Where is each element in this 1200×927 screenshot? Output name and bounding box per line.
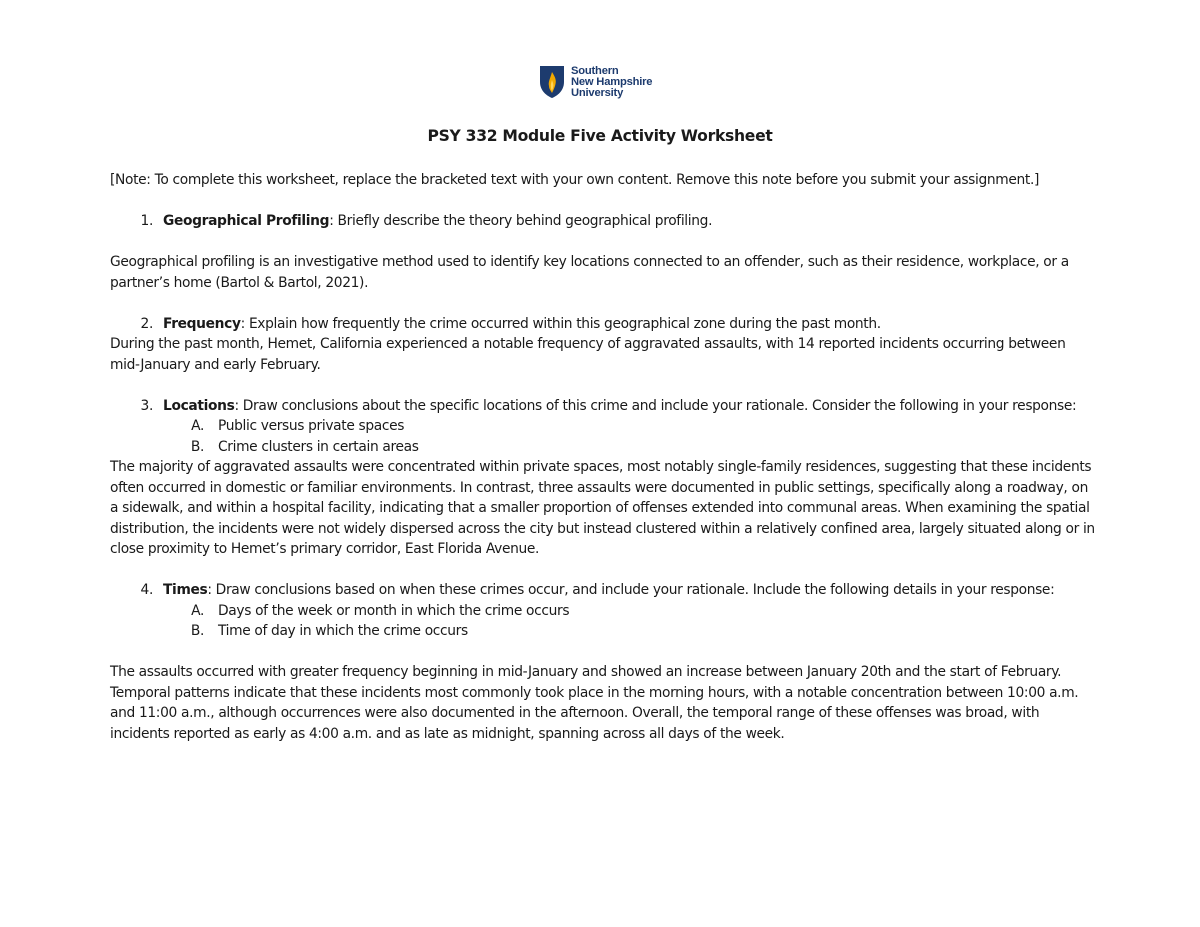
question-2-prompt: : Explain how frequently the crime occurred within this geographical zone during the past month. xyxy=(240,315,881,332)
answer-3: The majority of aggravated assaults were concentrated within private spaces, most notably single-family residences, suggesting that these incidents often occurred in domestic or familiar environments. In contrast, three assaults were documented in public settings, specifically along a roadway, on a sidewalk, and within a hospital facility, indicating that a smaller proportion of offenses extended into communal areas. When examining the spatial distribution, the incidents were not widely dispersed across the city but instead clustered within a relatively confined area, largely situated along or in close proximity to Hemet’s primary corridor, East Florida Avenue. xyxy=(110,459,1095,557)
question-3-heading: Locations xyxy=(163,397,235,414)
question-4-heading: Times xyxy=(163,582,208,598)
logo-wordmark xyxy=(571,66,652,99)
question-3-number: 3. xyxy=(140,397,153,414)
question-2-heading: Frequency xyxy=(163,315,241,332)
university-logo xyxy=(539,65,652,99)
logo-line-1: Southern xyxy=(571,64,619,77)
answer-1: Geographical profiling is an investigative method used to identify key locations connected to an offender, such as their residence, workplace, or a partner’s home (Bartol & Bartol, 2021). xyxy=(110,254,1069,291)
question-1 xyxy=(110,211,1095,232)
question-4-subitem-a: A. Days of the week or month in which the crime occurs xyxy=(191,602,570,619)
logo-line-3: University xyxy=(571,86,624,99)
question-3-subitem-a: A. Public versus private spaces xyxy=(191,418,405,434)
page-title: PSY 332 Module Five Activity Worksheet xyxy=(427,127,773,145)
question-1-number: 1. xyxy=(140,213,153,229)
question-4 xyxy=(110,580,1095,601)
worksheet-body xyxy=(110,170,1095,744)
question-4-prompt: : Draw conclusions based on when these crimes occur, and include your rationale. Include the following details in your response: xyxy=(207,582,1055,598)
question-3 xyxy=(110,396,1095,417)
question-1-heading: Geographical Profiling xyxy=(163,213,330,229)
question-4-subitem-b: B. Time of day in which the crime occurs xyxy=(190,623,468,639)
question-3-subitem-b: B. Crime clusters in certain areas xyxy=(190,438,419,455)
question-3-prompt: : Draw conclusions about the specific locations of this crime and include your rationale. Consider the following in your response: xyxy=(234,397,1077,414)
question-1-prompt: : Briefly describe the theory behind geographical profiling. xyxy=(329,213,713,229)
answer-2: During the past month, Hemet, California experienced a notable frequency of aggravated assaults, with 14 reported incidents occurring between mid-January and early February. xyxy=(110,336,1066,373)
instruction-note: [Note: To complete this worksheet, replace the bracketed text with your own content. Remove this note before you submit your assignment.] xyxy=(110,172,1040,188)
logo-line-2: New Hampshire xyxy=(571,75,653,88)
question-4-number: 4. xyxy=(140,582,153,598)
question-2-number: 2. xyxy=(140,315,153,332)
question-2 xyxy=(110,314,1095,335)
answer-4: The assaults occurred with greater frequency beginning in mid-January and showed an increase between January 20th and the start of February. Temporal patterns indicate that these incidents most commonly took place in the morning hours, with a notable concentration between 10:00 a.m. and 11:00 a.m., although occurrences were also documented in the afternoon. Overall, the temporal range of these offenses was broad, with incidents reported as early as 4:00 a.m. and as late as midnight, spanning across all days of the week. xyxy=(110,664,1079,742)
shield-flame-icon xyxy=(539,65,565,99)
